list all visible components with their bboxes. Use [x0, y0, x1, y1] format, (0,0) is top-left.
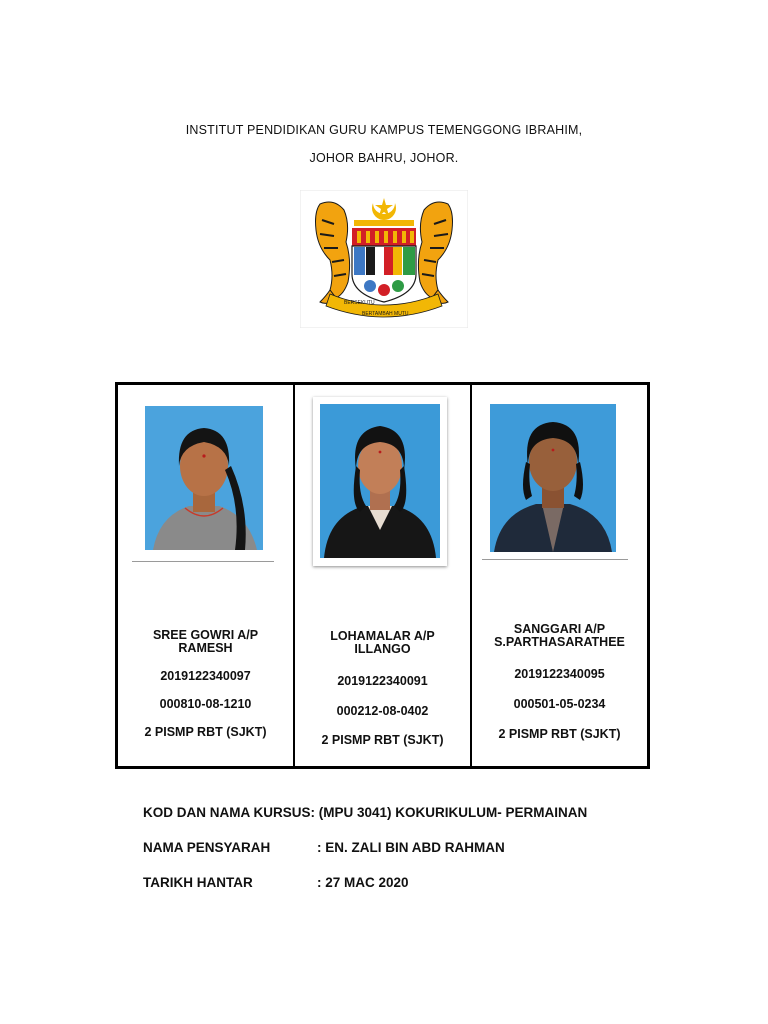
- student-name-line1: SREE GOWRI A/P: [152, 628, 259, 642]
- malaysia-coat-of-arms: [300, 190, 468, 328]
- student-photo-1: [145, 406, 263, 550]
- course-value: (MPU 3041) KOKURIKULUM- PERMAINAN: [318, 805, 588, 820]
- student-name-line2: S.PARTHASARATHEE: [494, 635, 625, 649]
- student-matric: 2019122340095: [514, 667, 605, 681]
- student-name-line2: ILLANGO: [354, 642, 411, 656]
- student-matric: 2019122340091: [337, 674, 428, 688]
- date-value: : 27 MAC 2020: [317, 875, 409, 890]
- student-card-3: [470, 385, 647, 766]
- course-row: [143, 805, 587, 820]
- student-photo-2: [320, 404, 440, 558]
- institute-location: JOHOR BAHRU, JOHOR.: [309, 151, 459, 165]
- date-label: TARIKH HANTAR: [143, 875, 253, 890]
- student-ic: 000810-08-1210: [159, 697, 252, 711]
- student-class: 2 PISMP RBT (SJKT): [498, 727, 621, 741]
- student-name-line1: SANGGARI A/P: [513, 622, 606, 636]
- student-ic: 000501-05-0234: [513, 697, 606, 711]
- lecturer-value: : EN. ZALI BIN ABD RAHMAN: [317, 840, 505, 855]
- student-name-line1: LOHAMALAR A/P: [330, 629, 435, 643]
- student-card-2: [293, 385, 470, 766]
- lecturer-label: NAMA PENSYARAH: [143, 840, 271, 855]
- institute-name: INSTITUT PENDIDIKAN GURU KAMPUS TEMENGGONG IBRAHIM,: [185, 123, 583, 137]
- lecturer-row: [143, 840, 505, 855]
- student-class: 2 PISMP RBT (SJKT): [321, 733, 444, 747]
- student-name-line2: RAMESH: [178, 641, 233, 655]
- student-photo-3: [490, 404, 616, 552]
- date-row: [143, 875, 409, 890]
- motto-right-text: BERTAMBAH MUTU: [362, 311, 409, 317]
- student-class: 2 PISMP RBT (SJKT): [144, 725, 267, 739]
- course-label: KOD DAN NAMA KURSUS:: [143, 805, 315, 820]
- student-matric: 2019122340097: [160, 669, 251, 683]
- student-ic: 000212-08-0402: [336, 704, 429, 718]
- motto-left-text: BERSEKUTU: [344, 300, 375, 306]
- student-table: [115, 382, 650, 769]
- student-card-1: [118, 385, 293, 766]
